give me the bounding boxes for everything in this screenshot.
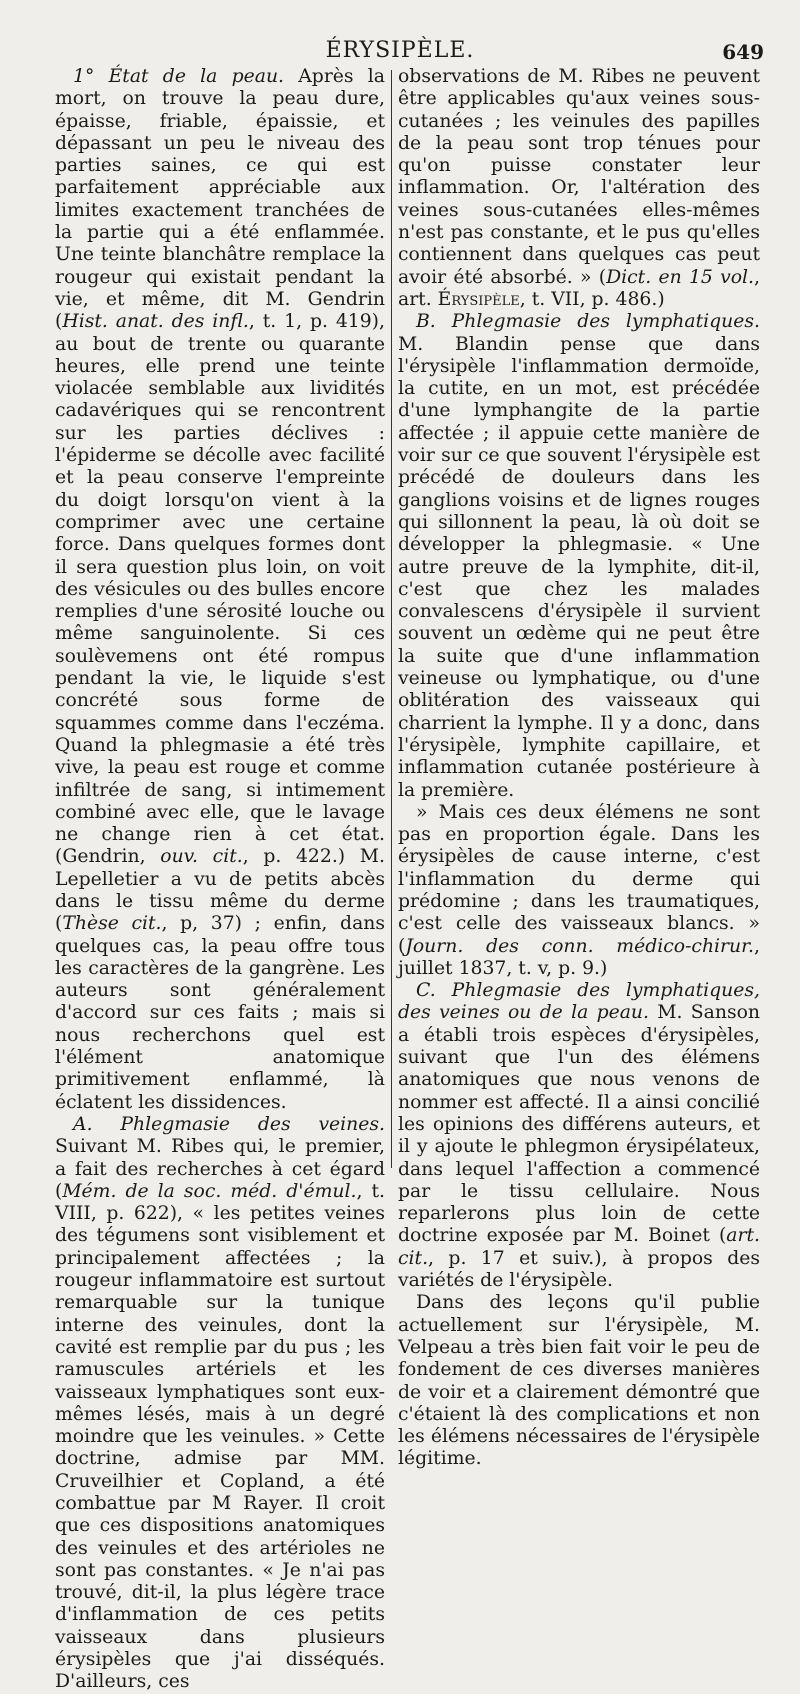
citation: art. cit. xyxy=(398,1225,760,1269)
citation: Érysipèle xyxy=(437,288,520,310)
paragraph-phlegmasie-mixte: C. Phlegmasie des lymphatiques, des veines ou de la peau. M. Sanson a établi trois espèces d'érysipèles, suivant que l'un des élémens anatomiques que nous venons de nommer est affecté. Il a ainsi concilié les opinions des différens auteurs, et il y ajoute le phlegmon érysipélateux, dans lequel l'affection a commencé par le tissu cellulaire. Nous reparlerons plus loin de cette doctrine exposée par M. Boinet (art. cit., p. 17 et suiv.), à propos des variétés de l'érysipèle. xyxy=(398,980,760,1292)
section-heading: A. Phlegmasie des veines. xyxy=(73,1113,385,1135)
section-heading: B. Phlegmasie des lymphatiques. xyxy=(416,311,760,333)
column-divider xyxy=(391,70,392,1168)
citation: Mém. de la soc. méd. d'émul. xyxy=(62,1180,357,1202)
citation: Dict. en 15 vol. xyxy=(606,266,755,288)
section-heading: 1° État de la peau. xyxy=(73,66,285,87)
paragraph-phlegmasie-veines: A. Phlegmasie des veines. Suivant M. Ribes qui, le premier, a fait des recherches à cet égard (Mém. de la soc. méd. d'émul., t. VIII, p. 622), « les petites veines des tégumens sont visiblement et principalement affectées ; la rougeur inflammatoire est surtout remarquable sur la tunique interne des veinules, dont la cavité est remplie par du pus ; les ramuscules artériels et les vaisseaux lymphatiques sont eux-mêmes lésés, mais à un degré moindre que les veinules. » Cette doctrine, admise par MM. Cruveilhier et Copland, a été combattue par M Rayer. Il croit que ces dispositions anatomiques des veinules et des artérioles ne sont pas constantes. « Je n'ai pas trouvé, dit-il, la plus légère trace d'inflammation de ces petits vaisseaux dans plusieurs érysipèles que j'ai disséqués. D'ailleurs, ces xyxy=(55,1113,385,1693)
right-column xyxy=(398,66,760,1471)
page-number: 649 xyxy=(722,40,764,64)
citation: Thèse cit. xyxy=(62,913,162,935)
paragraph-velpeau: Dans des leçons qu'il publie actuellement sur l'érysipèle, M. Velpeau a très bien fait voir le peu de fondement de ces diverses manières de voir et a clairement démontré que c'étaient là des complications et non les élémens nécessaires de l'érysipèle légitime. xyxy=(398,1292,760,1470)
citation: Hist. anat. des infl. xyxy=(62,311,249,333)
citation: ouv. cit. xyxy=(160,846,243,868)
left-column xyxy=(55,66,385,1694)
section-heading: C. Phlegmasie des lymphatiques, des veines ou de la peau. xyxy=(398,980,760,1024)
running-head xyxy=(0,38,800,68)
page-title: ÉRYSIPÈLE. xyxy=(325,38,475,63)
paragraph-etat-de-la-peau: 1° État de la peau. Après la mort, on trouve la peau dure, épaisse, friable, épaissie, et dépassant un peu le niveau des parties saines, ce qui est parfaitement appréciable aux limites exactement tranchées de la partie qui a été enflammée. Une teinte blanchâtre remplace la rougeur qui existait pendant la vie, et même, dit M. Gendrin (Hist. anat. des infl., t. 1, p. 419), au bout de trente ou quarante heures, elle prend une teinte violacée semblable aux lividités cadavériques qui se rencontrent sur les parties déclives : l'épiderme se décolle avec facilité et la peau conserve l'empreinte du doigt lorsqu'on vient à la comprimer avec une certaine force. Dans quelques formes dont il sera question plus loin, on voit des vésicules ou des bulles encore remplies d'une sérosité louche ou même sanguinolente. Si ces soulèvemens ont été rompus pendant la vie, le liquide s'est concrété sous forme de squammes comme dans l'eczéma. Quand la phlegmasie a été très vive, la peau est rouge et comme infiltrée de sang, si intimement combiné avec elle, que le lavage ne change rien à cet état. (Gendrin, ouv. cit., p. 422.) M. Lepelletier a vu de petits abcès dans le tissu même du derme (Thèse cit., p, 37) ; enfin, dans quelques cas, la peau offre tous les caractères de la gangrène. Les auteurs sont généralement d'accord sur ces faits ; mais si nous recherchons quel est l'élément anatomique primitivement enflammé, là éclatent les dissidences. xyxy=(55,66,385,1113)
paragraph-proportion: » Mais ces deux élémens ne sont pas en proportion égale. Dans les érysipèles de cause interne, c'est l'inflammation du derme qui prédomine ; dans les traumatiques, c'est celle des vaisseaux blancs. » (Journ. des conn. médico-chirur., juillet 1837, t. v, p. 9.) xyxy=(398,801,760,979)
paragraph-continuation: observations de M. Ribes ne peuvent être applicables qu'aux veines sous-cutanées ; les veinules des papilles de la peau sont trop ténues pour qu'on puisse constater leur inflammation. Or, l'altération des veines sous-cutanées elles-mêmes n'est pas constante, et le pus qu'elles contiennent dans quelques cas peut avoir été absorbé. » (Dict. en 15 vol., art. Érysipèle, t. VII, p. 486.) xyxy=(398,66,761,310)
paragraph-phlegmasie-lymphatiques: B. Phlegmasie des lymphatiques. M. Blandin pense que dans l'érysipèle l'inflammation dermoïde, la cutite, en un mot, est précédée d'une lymphangite de la partie affectée ; il appuie cette manière de voir sur ce que souvent l'érysipèle est précédé de douleurs dans les ganglions voisins et de lignes rouges qui sillonnent la peau, là où doit se développer la phlegmasie. « Une autre preuve de la lymphite, dit-il, c'est que chez les malades convalescens d'érysipèle il survient souvent un œdème qui ne peut être la suite que d'une inflammation veineuse ou lymphatique, ou d'une oblitération des vaisseaux qui charrient la lymphe. Il y a donc, dans l'érysipèle, lymphite capillaire, et inflammation cutanée postérieure à la première. xyxy=(398,311,760,801)
citation: Journ. des conn. médico-chirur. xyxy=(405,935,755,957)
